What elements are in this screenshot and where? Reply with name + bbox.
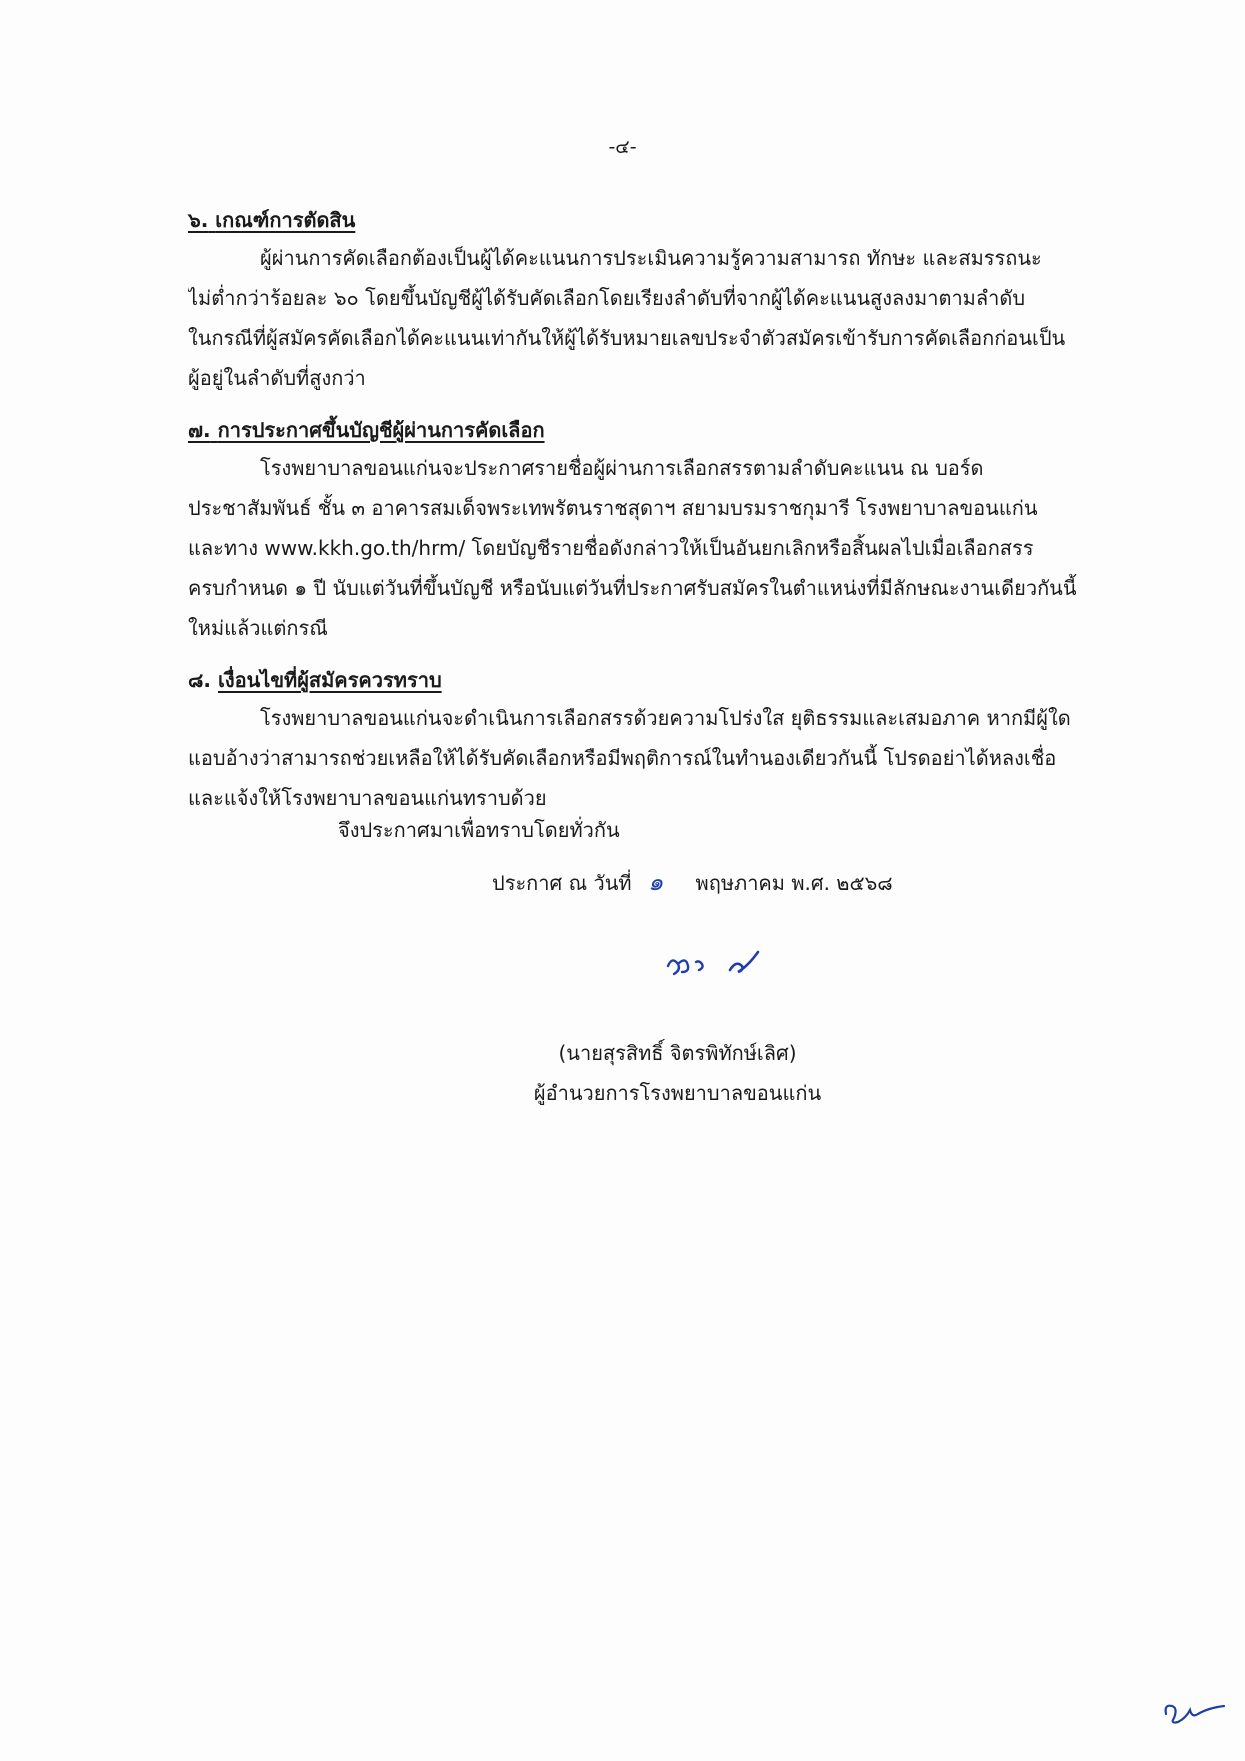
- section-paragraph: [188, 238, 1138, 398]
- section-heading: เงื่อนไขที่ผู้สมัครควรทราบ: [218, 668, 442, 692]
- section-number: ๖.: [188, 208, 209, 232]
- paragraph-line-with-url: และทาง www.kkh.go.th/hrm/ โดยบัญชีรายชื่อดังกล่าวให้เป็นอันยกเลิกหรือสิ้นผลไปเมื่อเลือกสรร: [188, 536, 1034, 560]
- section-title: [188, 202, 1138, 238]
- initials-mark: [1160, 1690, 1230, 1730]
- paragraph-line: แอบอ้างว่าสามารถช่วยเหลือให้ได้รับคัดเลือกหรือมีพฤติการณ์ในทำนองเดียวกันนี้ โปรดอย่าได้หลงเชื่อ: [188, 746, 1057, 770]
- signer-name: (นายสุรสิทธิ์ จิตรพิทักษ์เลิศ): [558, 1041, 797, 1065]
- section-number: ๘.: [188, 668, 212, 692]
- date-prefix: ประกาศ ณ วันที่: [492, 871, 632, 895]
- section-announcement: [188, 412, 1138, 648]
- section-title: [188, 662, 1138, 698]
- section-conditions: [188, 662, 1138, 818]
- paragraph-line: โรงพยาบาลขอนแก่นจะดำเนินการเลือกสรรด้วยความโปร่งใส ยุติธรรมและเสมอภาค หากมีผู้ใด: [260, 706, 1071, 730]
- paragraph-line: ครบกำหนด ๑ ปี นับแต่วันที่ขึ้นบัญชี หรือนับแต่วันที่ประกาศรับสมัครในตำแหน่งที่มีลักษณะงานเดียวกันนี้: [188, 576, 1077, 600]
- paragraph-line: ผู้อยู่ในลำดับที่สูงกว่า: [188, 366, 366, 390]
- section-heading: เกณฑ์การตัดสิน: [215, 208, 356, 232]
- page-number: -๔-: [608, 136, 637, 158]
- handwritten-day: ๑: [647, 868, 664, 896]
- paragraph-line: ประชาสัมพันธ์ ชั้น ๓ อาคารสมเด็จพระเทพรัตนราชสุดาฯ สยามบรมราชกุมารี โรงพยาบาลขอนแก่น: [188, 496, 1038, 520]
- paragraph-line: ใหม่แล้วแต่กรณี: [188, 616, 328, 640]
- announcement-date: [492, 864, 893, 901]
- section-paragraph: [188, 448, 1138, 648]
- paragraph-line: และแจ้งให้โรงพยาบาลขอนแก่นทราบด้วย: [188, 786, 547, 810]
- date-month-year: พฤษภาคม พ.ศ. ๒๕๖๘: [695, 871, 893, 895]
- section-criteria: [188, 202, 1138, 398]
- closing-statement: จึงประกาศมาเพื่อทราบโดยทั่วกัน: [338, 818, 620, 842]
- paragraph-line: ในกรณีที่ผู้สมัครคัดเลือกได้คะแนนเท่ากันให้ผู้ได้รับหมายเลขประจำตัวสมัครเข้ารับการคัดเลือกก่อนเป็น: [188, 326, 1066, 350]
- paragraph-line: ไม่ต่ำกว่าร้อยละ ๖๐ โดยขึ้นบัญชีผู้ได้รับคัดเลือกโดยเรียงลำดับที่จากผู้ได้คะแนนสูงลงมาตามลำดับ: [188, 286, 1026, 310]
- section-heading: การประกาศขึ้นบัญชีผู้ผ่านการคัดเลือก: [217, 418, 545, 442]
- paragraph-line: โรงพยาบาลขอนแก่นจะประกาศรายชื่อผู้ผ่านการเลือกสรรตามลำดับคะแนน ณ บอร์ด: [260, 456, 984, 480]
- signature-image: [660, 936, 770, 986]
- section-paragraph: [188, 698, 1138, 818]
- section-title: [188, 412, 1138, 448]
- paragraph-line: ผู้ผ่านการคัดเลือกต้องเป็นผู้ได้คะแนนการประเมินความรู้ความสามารถ ทักษะ และสมรรถนะ: [260, 246, 1042, 270]
- signer-title: ผู้อำนวยการโรงพยาบาลขอนแก่น: [533, 1081, 822, 1105]
- document-body: [188, 202, 1138, 832]
- section-number: ๗.: [188, 418, 211, 442]
